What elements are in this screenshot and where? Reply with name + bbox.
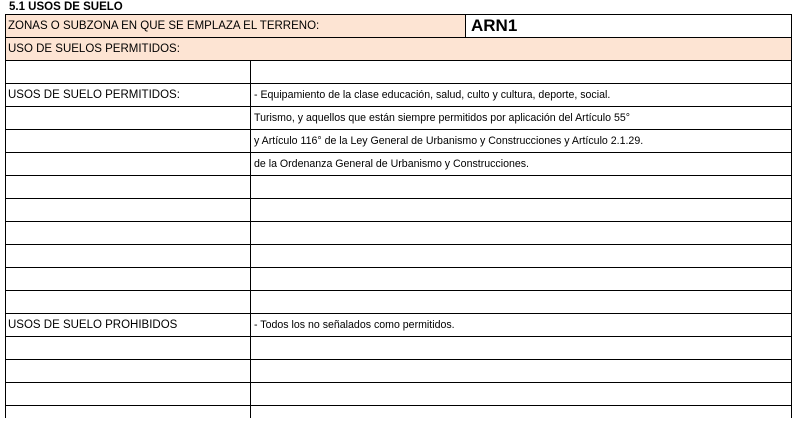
table-row	[6, 360, 791, 383]
row-label-cell[interactable]	[6, 176, 250, 198]
table-row	[6, 153, 791, 176]
row-label-cell[interactable]	[6, 199, 250, 221]
row-value-cell[interactable]: - Todos los no señalados como permitidos.	[250, 314, 791, 336]
table-row	[6, 314, 791, 337]
row-value-cell[interactable]	[250, 222, 791, 244]
table-row	[6, 337, 791, 360]
row-label-cell[interactable]	[6, 268, 250, 290]
permitted-uses-header: USO DE SUELOS PERMITIDOS:	[8, 43, 180, 55]
row-label-cell[interactable]	[6, 222, 250, 244]
row-value-cell[interactable]	[250, 199, 791, 221]
row-value-cell[interactable]	[250, 61, 791, 83]
zone-row	[6, 15, 791, 38]
row-value-cell[interactable]	[250, 291, 791, 313]
table-row	[6, 245, 791, 268]
row-label-cell[interactable]	[6, 337, 250, 359]
row-label-cell[interactable]	[6, 291, 250, 313]
row-label-cell[interactable]	[6, 130, 250, 152]
row-label-cell[interactable]	[6, 107, 250, 129]
table-row	[6, 176, 791, 199]
row-label-cell[interactable]: USOS DE SUELO PROHIBIDOS	[8, 319, 178, 331]
table-row	[6, 268, 791, 291]
table-row	[6, 130, 791, 153]
row-label-cell[interactable]	[6, 360, 250, 382]
row-value-cell[interactable]	[250, 245, 791, 267]
row-value-cell[interactable]	[250, 406, 791, 418]
table-row	[6, 61, 791, 84]
row-value-cell[interactable]	[250, 337, 791, 359]
land-use-table	[5, 14, 792, 418]
table-row	[6, 199, 791, 222]
row-value-cell[interactable]	[250, 268, 791, 290]
row-label-cell[interactable]	[6, 245, 250, 267]
table-row	[6, 107, 791, 130]
table-row	[6, 222, 791, 245]
zone-label: ZONAS O SUBZONA EN QUE SE EMPLAZA EL TERRENO:	[8, 20, 320, 32]
table-row	[6, 383, 791, 406]
row-value-cell[interactable]	[250, 383, 791, 405]
row-value-cell[interactable]: - Equipamiento de la clase educación, salud, culto y cultura, deporte, social.	[250, 84, 791, 106]
permitted-uses-header-row	[6, 38, 791, 61]
table-row	[6, 406, 791, 418]
row-label-cell[interactable]	[6, 61, 250, 83]
row-value-cell[interactable]: y Artículo 116° de la Ley General de Urbanismo y Construcciones y Artículo 2.1.29.	[250, 130, 791, 152]
row-label-cell[interactable]	[6, 153, 250, 175]
row-label-cell[interactable]: USOS DE SUELO PERMITIDOS:	[8, 89, 180, 101]
table-row	[6, 291, 791, 314]
row-value-cell[interactable]: de la Ordenanza General de Urbanismo y Construcciones.	[250, 153, 791, 175]
row-value-cell[interactable]	[250, 360, 791, 382]
table-row	[6, 84, 791, 107]
section-title: 5.1 USOS DE SUELO	[9, 1, 123, 13]
row-label-cell[interactable]	[6, 406, 250, 418]
row-value-cell[interactable]	[250, 176, 791, 198]
row-label-cell[interactable]	[6, 383, 250, 405]
row-value-cell[interactable]: Turismo, y aquellos que están siempre permitidos por aplicación del Artículo 55°	[250, 107, 791, 129]
zone-value[interactable]: ARN1	[465, 15, 791, 37]
